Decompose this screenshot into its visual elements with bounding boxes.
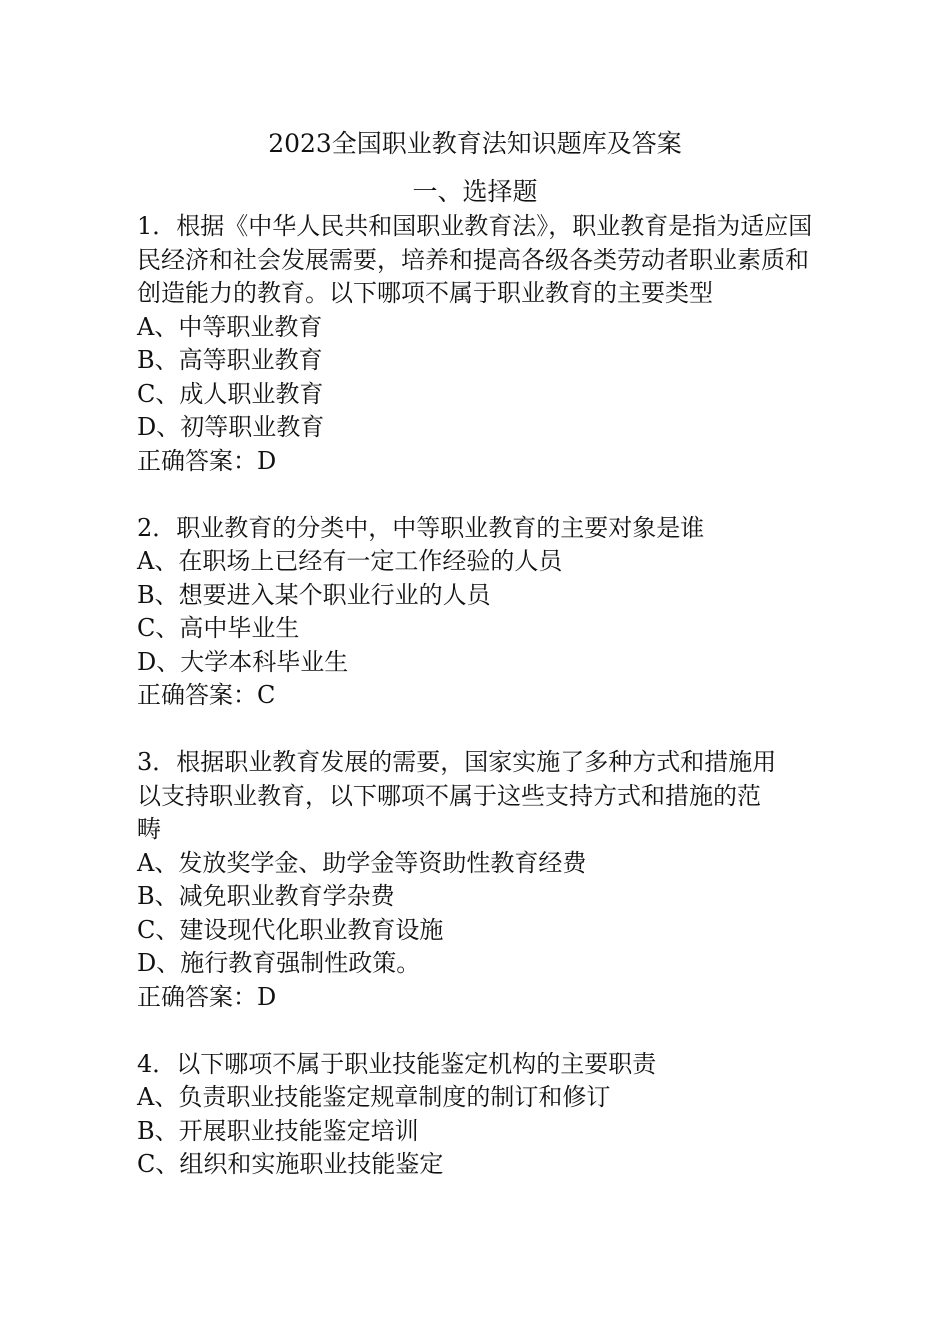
correct-answer: 正确答案：D	[137, 446, 277, 475]
question-stem: 4．以下哪项不属于职业技能鉴定机构的主要职责	[137, 1049, 657, 1078]
question-4	[137, 1048, 817, 1182]
option-d: D、初等职业教育	[137, 413, 325, 441]
option-b: B、想要进入某个职业行业的人员	[137, 580, 491, 609]
option-c: C、高中毕业生	[137, 614, 300, 642]
option-b: B、开展职业技能鉴定培训	[137, 1116, 419, 1145]
question-2	[137, 512, 817, 713]
question-3	[137, 746, 817, 1014]
option-d: D、施行教育强制性政策。	[137, 949, 421, 977]
option-c: C、成人职业教育	[137, 379, 324, 408]
document-title: 2023全国职业教育法知识题库及答案	[268, 129, 682, 158]
question-stem: 1．根据《中华人民共和国职业教育法》，职业教育是指为适应国民经济和社会发展需要，培养和提高各级各类劳动者职业素质和创造能力的教育。以下哪项不属于职业教育的主要类型	[137, 212, 813, 307]
question-stem: 2．职业教育的分类中，中等职业教育的主要对象是谁	[137, 513, 705, 542]
option-a: A、发放奖学金、助学金等资助性教育经费	[137, 848, 587, 877]
option-d: D、大学本科毕业生	[137, 647, 349, 676]
correct-answer: 正确答案：C	[137, 681, 276, 709]
option-c: C、建设现代化职业教育设施	[137, 915, 444, 944]
option-a: A、负责职业技能鉴定规章制度的制订和修订	[137, 1083, 611, 1111]
option-c: C、组织和实施职业技能鉴定	[137, 1150, 444, 1178]
option-a: A、在职场上已经有一定工作经验的人员	[137, 547, 563, 575]
option-b: B、减免职业教育学杂费	[137, 882, 395, 910]
question-1	[137, 210, 817, 478]
option-a: A、中等职业教育	[137, 312, 323, 341]
question-list	[137, 210, 817, 1215]
question-stem: 3．根据职业教育发展的需要，国家实施了多种方式和措施用以支持职业教育，以下哪项不属于这些支持方式和措施的范畴	[137, 748, 777, 843]
correct-answer: 正确答案：D	[137, 982, 277, 1011]
option-b: B、高等职业教育	[137, 346, 323, 374]
section-title: 一、选择题	[412, 177, 538, 206]
